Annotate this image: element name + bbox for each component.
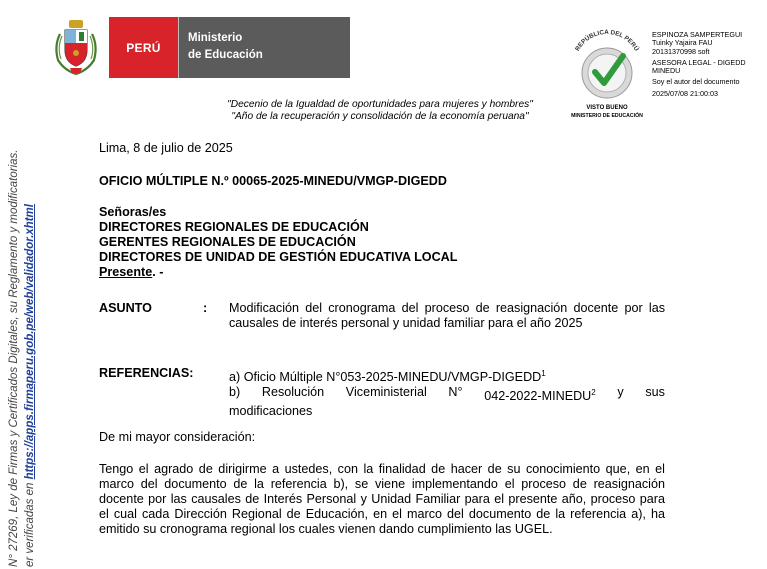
- reference-b: [229, 385, 665, 404]
- reference-b-word: Viceministerial: [345, 385, 427, 400]
- signer-note: Soy el autor del documento: [652, 77, 740, 87]
- seal-label-1: VISTO BUENO: [586, 105, 628, 111]
- footnote-2-marker: 2: [591, 388, 596, 398]
- salutation-head: Señoras/es: [99, 205, 167, 219]
- ministry-line-1: Ministerio: [188, 32, 243, 44]
- signature-datetime: 2025/07/08 21:00:03: [652, 88, 718, 98]
- side-note-line-2: [22, 77, 38, 567]
- digital-signature-block: [652, 31, 746, 98]
- validator-link[interactable]: https://apps.firmaperu.gob.pe/web/validador.xhtml: [24, 204, 36, 480]
- signer-name-2: Tuinky Yajaira FAU: [652, 38, 713, 48]
- side-note-prefix: er verificadas en: [24, 479, 36, 567]
- seal-arc-text: REPÚBLICA DEL PERÚ: [574, 28, 640, 53]
- signer-id: 20131370998 soft: [652, 46, 710, 56]
- reference-b-word: b): [229, 385, 241, 400]
- ministry-brand-block: [178, 17, 350, 78]
- motto-line-1: "Decenio de la Igualdad de oportunidades para mujeres y hombres": [227, 99, 533, 110]
- greeting: De mi mayor consideración:: [99, 430, 256, 444]
- signer-name-1: ESPINOZA SAMPERTEGUI: [652, 30, 743, 39]
- oficio-number: OFICIO MÚLTIPLE N.º 00065-2025-MINEDU/VMGP-DIGEDD: [99, 174, 447, 188]
- signer-role-1: ASESORA LEGAL - DIGEDD: [652, 57, 746, 67]
- reference-b-word: N°: [448, 385, 463, 400]
- recipients-block: [99, 205, 457, 280]
- presente-line: [99, 265, 457, 280]
- reference-b-continued: modificaciones: [229, 404, 313, 419]
- referencias-label: REFERENCIAS:: [99, 366, 194, 380]
- coat-of-arms-logo: [52, 16, 100, 76]
- presente-word: Presente: [99, 265, 153, 279]
- footnote-1-marker: 1: [541, 369, 546, 378]
- presente-suffix: . -: [152, 265, 164, 279]
- seal-label-2: MINISTERIO DE EDUCACIÓN: [571, 113, 643, 119]
- asunto-label: ASUNTO: [99, 301, 152, 315]
- reference-b-word: y: [617, 385, 624, 400]
- recipient-3: DIRECTORES DE UNIDAD DE GESTIÓN EDUCATIVA LOCAL: [99, 250, 458, 264]
- recipient-2: GERENTES REGIONALES DE EDUCACIÓN: [99, 235, 356, 249]
- reference-b-word: Resolución: [261, 385, 325, 400]
- reference-a: [229, 366, 665, 385]
- reference-b-number: [484, 385, 596, 404]
- visto-bueno-seal: [565, 26, 649, 119]
- side-legal-note: [6, 77, 38, 567]
- document-date: Lima, 8 de julio de 2025: [99, 141, 233, 155]
- reference-b-number-text: 042-2022-MINEDU: [484, 389, 592, 404]
- asunto-text: Modificación del cronograma del proceso de reasignación docente por las causales de interés personal y unidad familiar para el año 2025: [229, 301, 665, 330]
- body-paragraph: Tengo el agrado de dirigirme a ustedes, con la finalidad de hacer de su conocimiento que, en el marco del documento de la referencia b), se viene implementando el proceso de reasignación docente por las causales de Interés Personal y Unidad Familiar para el presente año, proceso para el cual cada Dirección Regional de Educación, en el marco del documento de la referencia a), ha emitido su cronograma regional los cuales vienen dando cumplimiento las UGEL.: [99, 462, 665, 536]
- references-block: [229, 366, 665, 419]
- country-label: PERÚ: [126, 40, 161, 55]
- recipient-1: DIRECTORES REGIONALES DE EDUCACIÓN: [99, 220, 369, 234]
- signer-role-2: MINEDU: [652, 66, 681, 76]
- reference-b-word: sus: [645, 385, 665, 400]
- side-note-line-1: N° 27269, Ley de Firmas y Certificados Digitales, su Reglamento y modificatorias.: [8, 149, 20, 567]
- asunto-colon: :: [203, 301, 208, 315]
- reference-a-text: a) Oficio Múltiple N°053-2025-MINEDU/VMGP-DIGEDD: [229, 370, 542, 385]
- ministry-line-2: de Educación: [188, 49, 263, 61]
- motto-line-2: "Año de la recuperación y consolidación de la economía peruana": [231, 111, 529, 122]
- decade-mottos: [205, 99, 555, 123]
- peru-brand-block: [109, 17, 178, 78]
